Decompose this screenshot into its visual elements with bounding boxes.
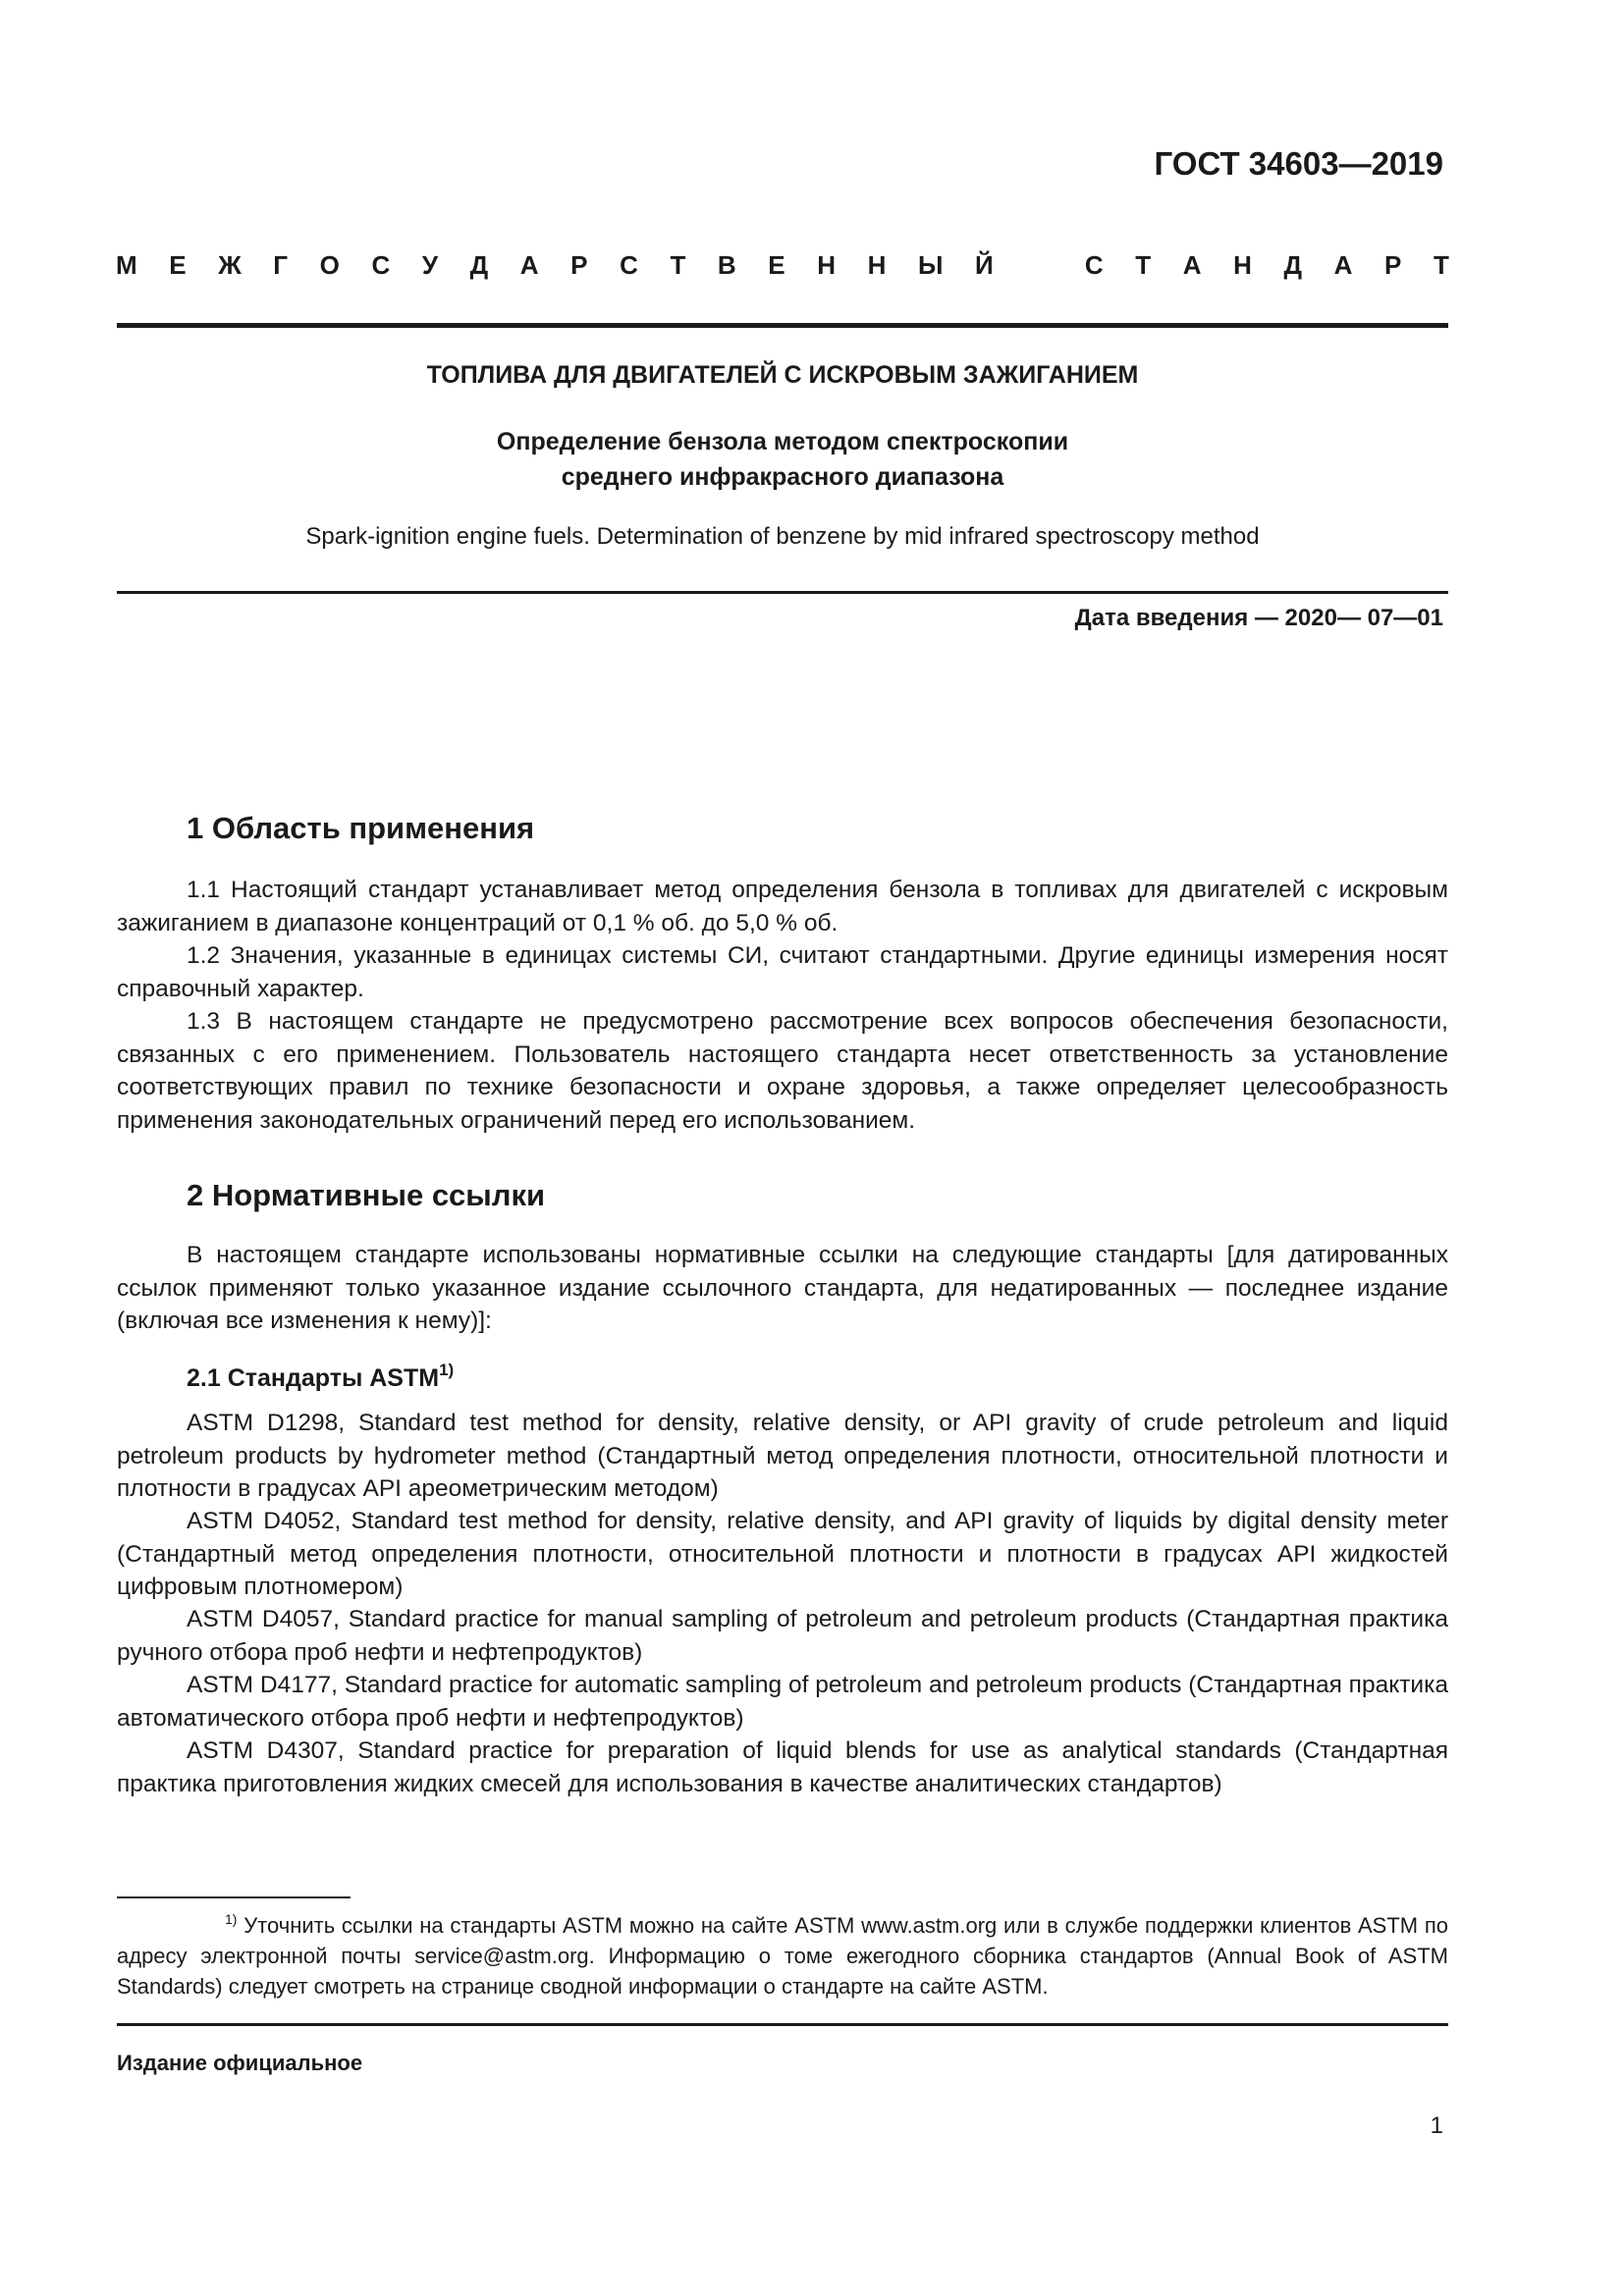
banner-letter: Т (1433, 250, 1449, 280)
banner-letter: Г (273, 250, 289, 280)
subsection-title: 2.1 Стандарты ASTM (187, 1364, 440, 1392)
footnote-text: Уточнить ссылки на стандарты ASTM можно на сайте ASTM www.astm.org или в службе поддержки клиентов ASTM по адресу электронной почты service@astm.org. Информацию о томе ежегодного сборника стандартов (Annual Book of ASTM Standards) следует смотреть на странице сводной информации о стандарте на сайте ASTM. (117, 1913, 1448, 1999)
document-subtitle (0, 424, 1565, 495)
banner-letter: Н (1233, 250, 1252, 280)
banner-letter: А (1182, 250, 1202, 280)
official-edition-label: Издание официальное (117, 2051, 363, 2075)
english-title: Spark-ignition engine fuels. Determination of benzene by mid infrared spectroscopy method (305, 523, 1260, 550)
subsection-2-1-heading (187, 1361, 454, 1393)
paragraph-1-2: 1.2 Значения, указанные в единицах системы СИ, считают стандартными. Другие единицы измерения носят справочный характер. (117, 942, 1448, 1002)
banner-letter: С (371, 250, 391, 280)
page-number: 1 (1430, 2112, 1443, 2139)
footnote-mark: 1) (225, 1911, 238, 1927)
banner-letter: Й (975, 250, 994, 280)
banner-word-gap (1025, 250, 1053, 281)
standard-number: ГОСТ 34603—2019 (1154, 145, 1443, 182)
document-title: ТОПЛИВА ДЛЯ ДВИГАТЕЛЕЙ С ИСКРОВЫМ ЗАЖИГАНИЕМ (426, 361, 1139, 389)
reference-astm-d4177: ASTM D4177, Standard practice for automatic sampling of petroleum and petroleum products (Стандартная практика автоматического отбора проб нефти и нефтепродуктов) (117, 1672, 1448, 1732)
banner-letter: Т (670, 250, 686, 280)
banner-letter: Е (169, 250, 187, 280)
paragraph-1-1: 1.1 Настоящий стандарт устанавливает метод определения бензола в топливах для двигателей с искровым зажиганием в диапазоне концентраций от 0,1 % об. до 5,0 % об. (117, 877, 1448, 936)
paragraph-1-3: 1.3 В настоящем стандарте не предусмотрено рассмотрение всех вопросов обеспечения безопасности, связанных с его применением. Пользователь настоящего стандарта несет ответственность за установление соответствующих правил по технике безопасности и охране здоровья, а также определяет целесообразность применения законодательных ограничений перед его использованием. (117, 1008, 1448, 1134)
banner-letter: Р (570, 250, 588, 280)
banner-letter: М (116, 250, 137, 280)
banner-letter: А (519, 250, 539, 280)
banner-letter: Д (469, 250, 489, 280)
section-2-heading: 2 Нормативные ссылки (187, 1178, 546, 1212)
banner-letter: Р (1384, 250, 1402, 280)
reference-astm-d4052: ASTM D4052, Standard test method for density, relative density, and API gravity of liquids by digital density meter (Стандартный метод определения плотности, относительной плотности и плотности в градусах API жидкостей цифровым плотномером) (117, 1508, 1448, 1600)
banner-letter: Д (1283, 250, 1303, 280)
banner-letter: В (717, 250, 736, 280)
interstate-standard-banner (116, 250, 1449, 281)
subtitle-line: среднего инфракрасного диапазона (561, 463, 1004, 491)
footer-divider (117, 2023, 1448, 2026)
banner-letter: А (1333, 250, 1353, 280)
banner-letter: У (421, 250, 439, 280)
banner-letter: С (1084, 250, 1104, 280)
reference-astm-d1298: ASTM D1298, Standard test method for density, relative density, or API gravity of crude petroleum and liquid petroleum products by hydrometer method (Стандартный метод определения плотности, относительной плотности и плотности в градусах API ареометрическим методом) (117, 1410, 1448, 1502)
banner-letter: С (620, 250, 638, 280)
banner-letter: Т (1135, 250, 1152, 280)
banner-letter: Н (867, 250, 887, 280)
banner-letter: Ж (218, 250, 242, 280)
banner-letter: Н (817, 250, 837, 280)
banner-letter: О (319, 250, 340, 280)
banner-letter: Е (768, 250, 785, 280)
section-1-heading: 1 Область применения (187, 811, 535, 845)
title-divider (117, 591, 1448, 594)
subtitle-line: Определение бензола методом спектроскопии (496, 428, 1069, 455)
banner-letter: Ы (917, 250, 944, 280)
footnote (117, 1904, 1448, 2002)
footnote-mark: 1) (439, 1361, 455, 1379)
header-divider (117, 323, 1448, 328)
section-2-intro: В настоящем стандарте использованы нормативные ссылки на следующие стандарты [для датированных ссылок применяют только указанное издание ссылочного стандарта, для недатированных — последнее издание (включая все изменения к нему)]: (117, 1242, 1448, 1334)
reference-astm-d4307: ASTM D4307, Standard practice for preparation of liquid blends for use as analytical standards (Стандартная практика приготовления жидких смесей для использования в качестве аналитических стандартов) (117, 1737, 1448, 1797)
introduction-date: Дата введения — 2020— 07—01 (1074, 605, 1443, 631)
reference-astm-d4057: ASTM D4057, Standard practice for manual sampling of petroleum and petroleum products (Стандартная практика ручного отбора проб нефти и нефтепродуктов) (117, 1606, 1448, 1666)
footnote-divider (117, 1896, 351, 1898)
